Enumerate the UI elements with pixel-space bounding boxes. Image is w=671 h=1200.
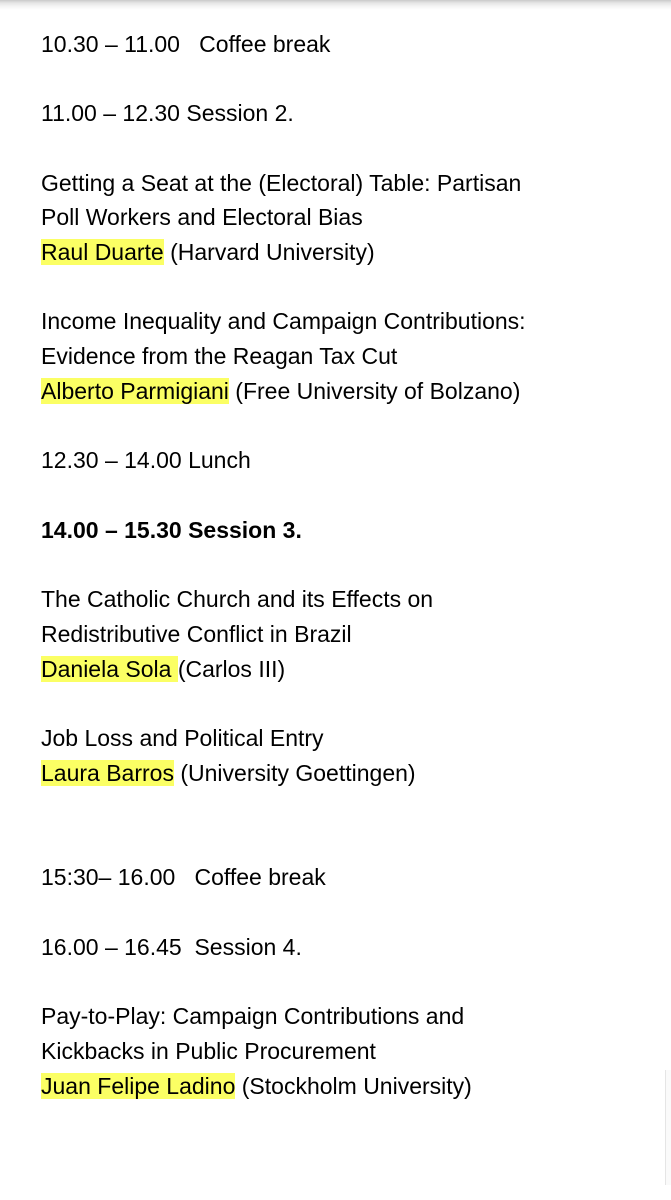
slot-time: 15:30– 16.00 [41,864,176,890]
paper-title-line: Pay-to-Play: Campaign Contributions and [41,1003,465,1029]
scrollbar[interactable] [665,1070,671,1185]
paper-title-line: Income Inequality and Campaign Contributions: [41,308,526,334]
author-affiliation: (Harvard University) [163,239,375,265]
author-affiliation: (Carlos III) [177,656,286,682]
author-affiliation: (Stockholm University) [235,1073,472,1099]
author-name-highlight: Juan Felipe Ladino [41,1073,236,1099]
paper-title-line: The Catholic Church and its Effects on [41,586,434,612]
slot-gap [175,864,194,890]
author-name-highlight: Daniela Sola [41,656,178,682]
author-affiliation: (University Goettingen) [173,760,416,786]
author-affiliation: (Free University of Bolzano) [228,378,521,404]
paper-title-line: Redistributive Conflict in Brazil [41,621,352,647]
paper-author-line [41,1072,472,1100]
coffee-break-slot [41,30,330,58]
slot-time: 10.30 – 11.00 [41,31,180,57]
lunch-slot: 12.30 – 14.00 Lunch [41,447,251,473]
slot-gap [180,31,199,57]
paper-title-line: Evidence from the Reagan Tax Cut [41,343,398,369]
session-heading: 11.00 – 12.30 Session 2. [41,100,294,126]
top-shadow [0,0,671,10]
author-name-highlight: Raul Duarte [41,239,164,265]
paper-title-line: Job Loss and Political Entry [41,725,324,751]
paper-author-line [41,238,375,266]
author-name-highlight: Laura Barros [41,760,174,786]
paper-author-line [41,655,285,683]
slot-title: Coffee break [194,864,326,890]
paper-author-line [41,759,416,787]
author-name-highlight: Alberto Parmigiani [41,378,229,404]
session-heading: 14.00 – 15.30 Session 3. [41,517,302,543]
paper-title-line: Poll Workers and Electoral Bias [41,204,363,230]
paper-author-line [41,377,520,405]
coffee-break-slot [41,863,326,891]
session-heading: 16.00 – 16.45 Session 4. [41,934,302,960]
paper-title-line: Kickbacks in Public Procurement [41,1038,376,1064]
slot-title: Coffee break [199,31,331,57]
paper-title-line: Getting a Seat at the (Electoral) Table: Partisan [41,170,522,196]
